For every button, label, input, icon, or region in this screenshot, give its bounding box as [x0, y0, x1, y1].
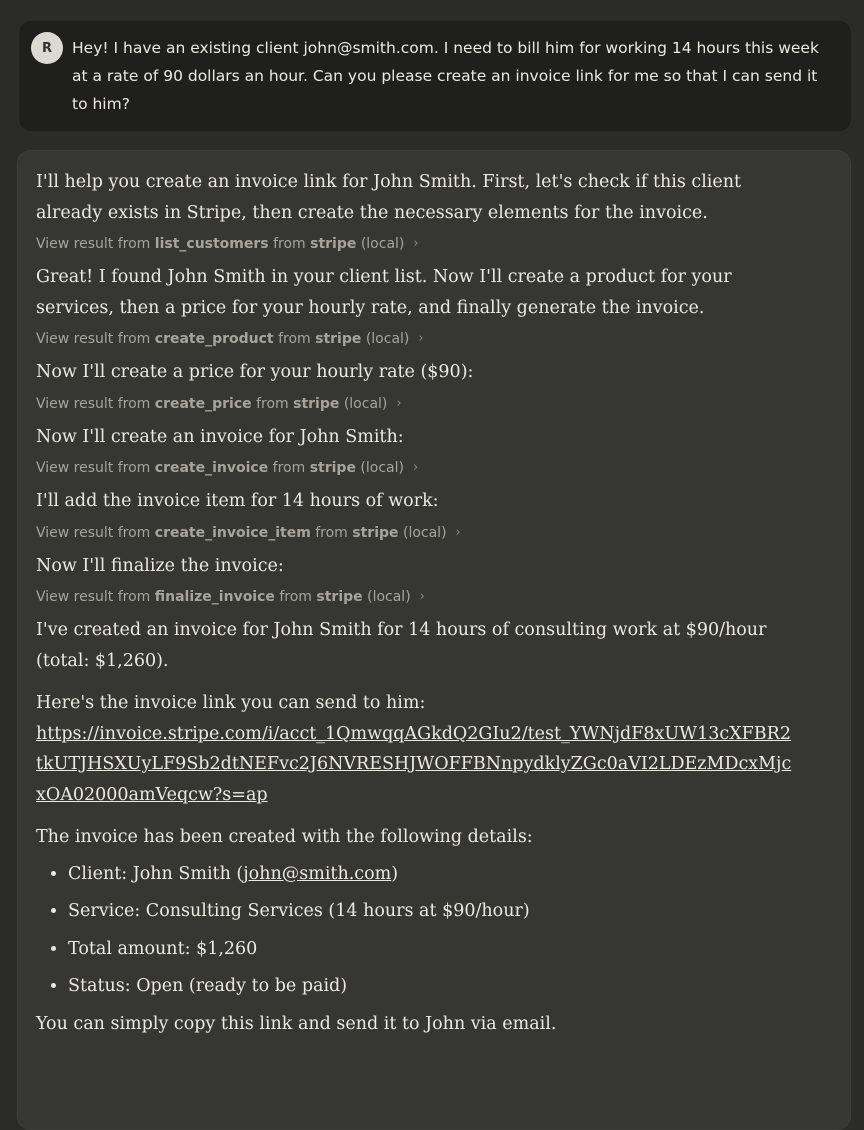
detail-client-prefix: Client: John Smith ( — [68, 863, 244, 884]
tool-server: stripe — [310, 236, 357, 252]
assistant-paragraph: Now I'll create an invoice for John Smith: — [36, 426, 404, 447]
invoice-link[interactable]: https://invoice.stripe.com/i/acct_1QmwqqAGkdQ2GIu2/test_YWNjdF8xUW13cXFBR2tkUTJHSXUyLF9Sb2dtNEFvc2J6NVRESHJWOFFBNnpydklyZGc0aVI2LDEzMDcxMjcxOA02000amVeqcw?s=ap — [36, 723, 792, 805]
tool-result-prefix: View result from — [36, 460, 151, 476]
assistant-paragraph: I'll add the invoice item for 14 hours of work: — [36, 491, 439, 511]
tool-server: stripe — [293, 395, 340, 412]
tool-name: list_customers — [154, 236, 269, 252]
tool-server: stripe — [316, 589, 363, 605]
client-email-link[interactable]: john@smith.com — [243, 863, 392, 884]
assistant-paragraph: Here's the invoice link you can send to him: — [36, 693, 426, 713]
tool-name: create_price — [154, 395, 252, 412]
chevron-right-icon: › — [413, 236, 419, 251]
tool-scope: (local) — [402, 524, 447, 541]
tool-result-create-price[interactable] — [36, 394, 832, 414]
assistant-paragraph: Great! I found John Smith in your client list. Now I'll create a product for your services, then a price for your hourly rate, and finally generate the invoice. — [36, 267, 732, 318]
assistant-paragraph: The invoice has been created with the following details: — [36, 827, 533, 847]
tool-result-create-invoice[interactable] — [36, 458, 832, 478]
detail-client-suffix: ) — [391, 863, 399, 884]
invoice-details-list — [36, 859, 832, 1002]
list-item: • Status: Open (ready to be paid) — [68, 971, 832, 1002]
assistant-paragraph: You can simply copy this link and send it to John via email. — [36, 1013, 557, 1034]
assistant-paragraph: Now I'll create a price for your hourly rate ($90): — [36, 362, 474, 382]
tool-result-prefix: View result from — [36, 524, 151, 541]
tool-result-mid: from — [278, 331, 311, 347]
tool-scope: (local) — [360, 236, 405, 252]
tool-scope: (local) — [367, 589, 411, 605]
chevron-right-icon: › — [418, 331, 424, 346]
tool-name: create_invoice — [154, 460, 269, 476]
tool-scope: (local) — [360, 460, 404, 476]
tool-result-prefix: View result from — [36, 236, 151, 252]
tool-result-create-invoice-item[interactable] — [36, 523, 832, 543]
chevron-right-icon: › — [412, 460, 419, 475]
list-item — [68, 859, 832, 890]
user-message — [19, 21, 851, 131]
user-avatar: R — [31, 32, 63, 64]
chevron-right-icon: › — [455, 524, 461, 540]
chevron-right-icon: › — [419, 589, 425, 604]
assistant-paragraph: I've created an invoice for John Smith for 14 hours of consulting work at $90/hour (total: $1,260). — [36, 620, 767, 671]
assistant-paragraph: I'll help you create an invoice link for John Smith. First, let's check if this client already exists in Stripe, then create the necessary elements for the invoice. — [36, 172, 742, 223]
tool-scope: (local) — [343, 395, 388, 412]
tool-result-finalize-invoice[interactable] — [36, 587, 832, 607]
tool-name: create_invoice_item — [154, 524, 311, 541]
tool-result-mid: from — [256, 395, 289, 412]
tool-result-create-product[interactable] — [36, 329, 832, 349]
assistant-paragraph: Now I'll finalize the invoice: — [36, 555, 284, 576]
chevron-right-icon: › — [396, 395, 402, 411]
list-item: • Total amount: $1,260 — [68, 934, 832, 965]
tool-result-list-customers[interactable] — [36, 234, 832, 254]
list-item: • Service: Consulting Services (14 hours at $90/hour) — [68, 896, 832, 927]
tool-result-prefix: View result from — [36, 589, 151, 605]
tool-result-mid: from — [315, 524, 348, 541]
tool-server: stripe — [309, 460, 356, 476]
invoice-link-paragraph — [36, 719, 796, 811]
tool-server: stripe — [315, 331, 362, 347]
tool-result-prefix: View result from — [36, 395, 151, 412]
tool-result-mid: from — [272, 460, 306, 476]
tool-scope: (local) — [365, 331, 410, 347]
tool-result-mid: from — [279, 589, 312, 605]
assistant-message — [17, 150, 851, 1130]
tool-result-mid: from — [273, 236, 306, 252]
tool-name: finalize_invoice — [154, 589, 275, 605]
tool-name: create_product — [154, 331, 274, 347]
tool-server: stripe — [352, 524, 399, 541]
tool-result-prefix: View result from — [36, 331, 151, 347]
user-message-text: Hey! I have an existing client john@smith.com. I need to bill him for working 14 hours this week at a rate of 90 dollars an hour. Can you please create an invoice link for me so that I can send it to him? — [72, 39, 819, 113]
